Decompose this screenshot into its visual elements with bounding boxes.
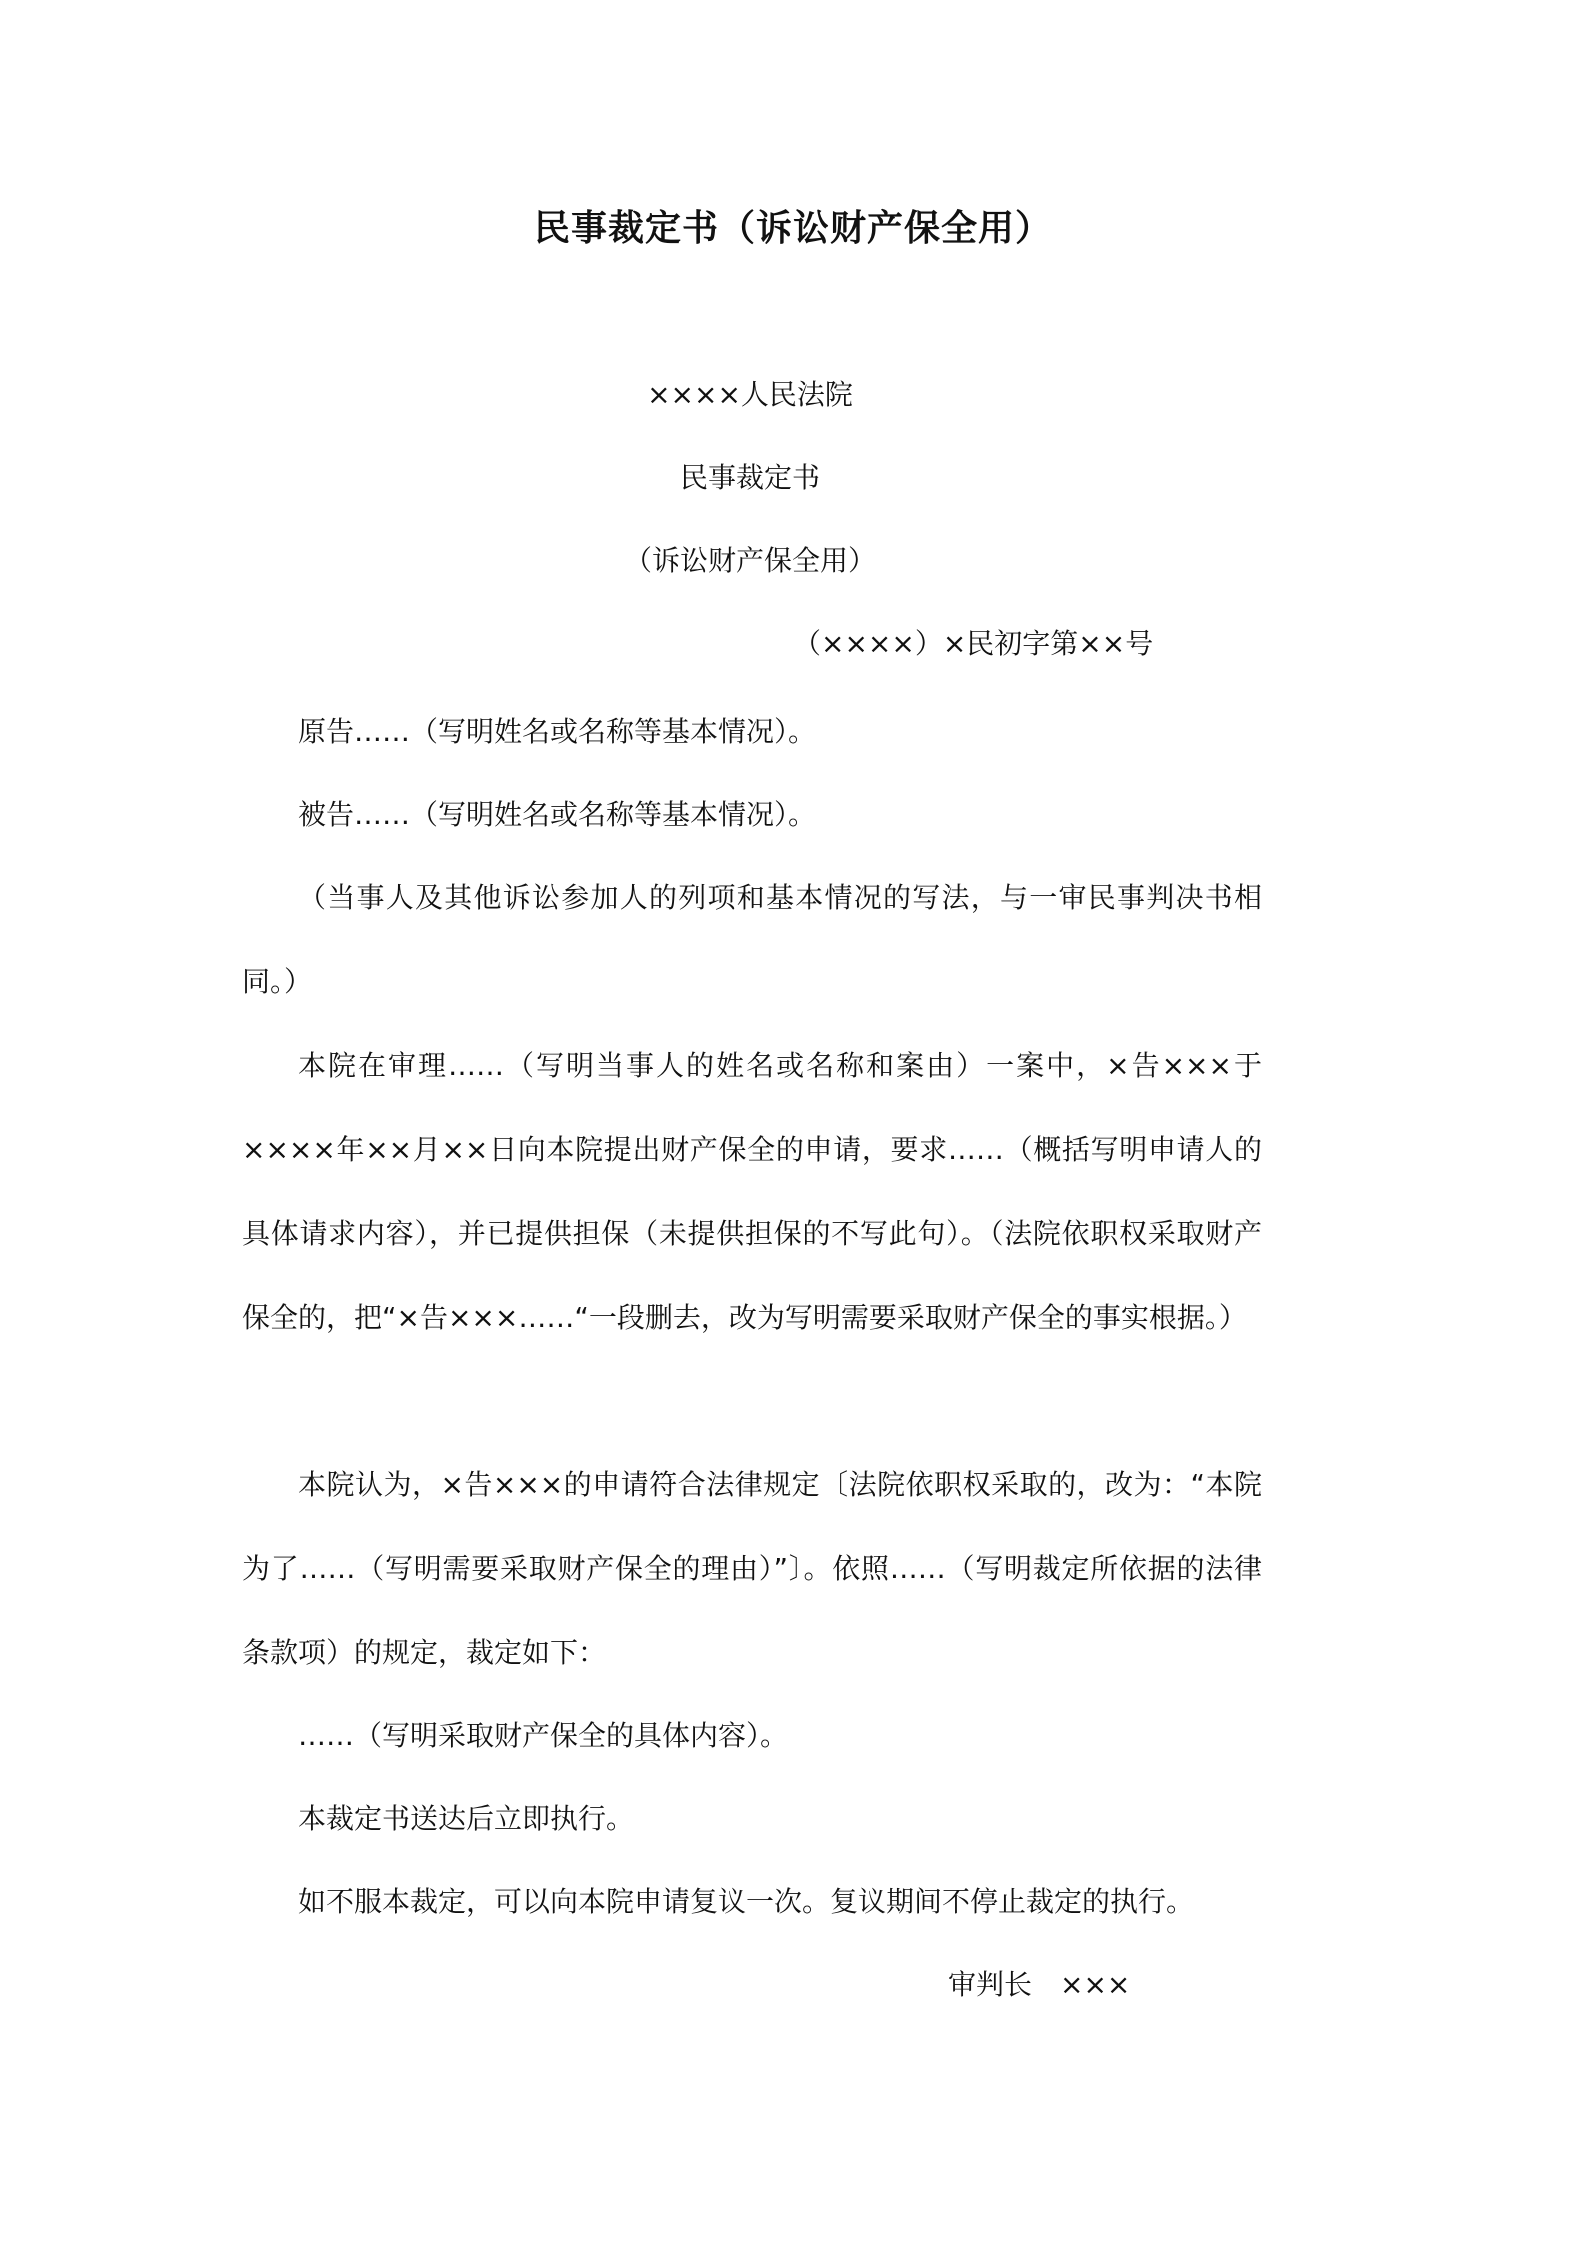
presiding-judge-signature: 审判长 ××× bbox=[948, 1968, 1131, 2001]
facts-paragraph: 本院在审理……（写明当事人的姓名或名称和案由）一案中，×告×××于××××年××月××日向本院提出财产保全的申请，要求……（概括写明申请人的具体请求内容），并已提供担保（未提供担保的不写此句）。（法院依职权采取财产保全的，把“×告×××……“一段删去，改为写明需要采取财产保全的事实根据。） bbox=[242, 1049, 1262, 1334]
party-note: （当事人及其他诉讼参加人的列项和基本情况的写法，与一审民事判决书相同。） bbox=[242, 881, 1262, 998]
document-type: 民事裁定书 bbox=[679, 461, 820, 494]
plaintiff-line: 原告……（写明姓名或名称等基本情况）。 bbox=[298, 715, 817, 748]
ruling-content: ……（写明采取财产保全的具体内容）。 bbox=[298, 1719, 789, 1752]
document-main-title: 民事裁定书（诉讼财产保全用） bbox=[533, 208, 1052, 249]
court-name: ××××人民法院 bbox=[647, 378, 853, 411]
appeal-statement: 如不服本裁定，可以向本院申请复议一次。复议期间不停止裁定的执行。 bbox=[298, 1885, 1195, 1918]
execution-statement: 本裁定书送达后立即执行。 bbox=[298, 1802, 635, 1835]
case-number: （××××）×民初字第××号 bbox=[793, 627, 1154, 660]
document-subtype: （诉讼财产保全用） bbox=[623, 544, 876, 577]
defendant-line: 被告……（写明姓名或名称等基本情况）。 bbox=[298, 798, 817, 831]
reasoning-paragraph: 本院认为，×告×××的申请符合法律规定〔法院依职权采取的，改为：“本院为了……（写明需要采取财产保全的理由）”〕。依照……（写明裁定所依据的法律条款项）的规定，裁定如下： bbox=[242, 1468, 1262, 1669]
